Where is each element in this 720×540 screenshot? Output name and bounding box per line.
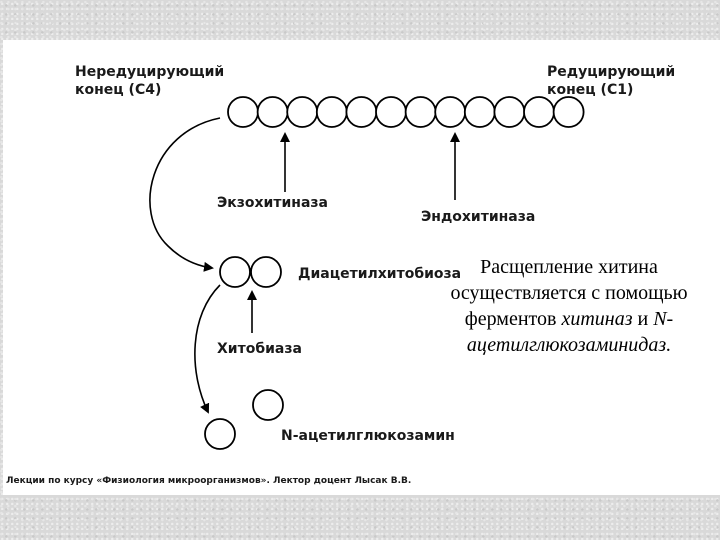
chain-unit	[287, 97, 317, 127]
nonreducing-end-line-2: конец (С4)	[75, 82, 162, 98]
chitin-chain	[228, 97, 584, 127]
n-acetylglucosamine-label: N-ацетилглюкозамин	[281, 428, 455, 444]
chain-unit	[406, 97, 436, 127]
chain-unit	[376, 97, 406, 127]
nonreducing-end-label	[75, 63, 224, 99]
curved-arrow-to-chitobiose	[150, 118, 220, 268]
note-part-2: и	[632, 308, 654, 330]
monomer-unit-1	[253, 390, 283, 420]
description-text	[420, 254, 718, 358]
endochitinase-label: Эндохитиназа	[421, 209, 536, 225]
reducing-end-line-1: Редуцирующий	[547, 64, 676, 80]
chain-unit	[317, 97, 347, 127]
chain-unit	[435, 97, 465, 127]
chitobiose-unit-1	[220, 257, 250, 287]
chain-unit	[258, 97, 288, 127]
nonreducing-end-line-1: Нередуцирующий	[75, 64, 225, 80]
chain-unit	[524, 97, 554, 127]
chain-unit	[346, 97, 376, 127]
chain-unit	[554, 97, 584, 127]
reducing-end-label	[547, 63, 675, 99]
chain-unit	[465, 97, 495, 127]
chain-unit	[228, 97, 258, 127]
exochitinase-label: Экзохитиназа	[217, 195, 328, 211]
chain-unit	[494, 97, 524, 127]
chitobiose-unit-2	[251, 257, 281, 287]
lecture-caption: Лекции по курсу «Физиология микроорганизмов». Лектор доцент Лысак В.В.	[6, 476, 412, 486]
chitobiase-label: Хитобиаза	[217, 341, 302, 357]
reducing-end-line-2: конец (С1)	[547, 82, 634, 98]
note-chitinases: хитиназ	[561, 308, 633, 330]
monomer-unit-2	[205, 419, 235, 449]
diacetylchitobiose-label: Диацетилхитобиоза	[298, 266, 462, 282]
note-glucosaminidases: N-ацетилглюкозаминидаз.	[466, 308, 674, 356]
note-part-1: Расщепление хитина осуществляется с помощью ферментов	[450, 256, 688, 330]
